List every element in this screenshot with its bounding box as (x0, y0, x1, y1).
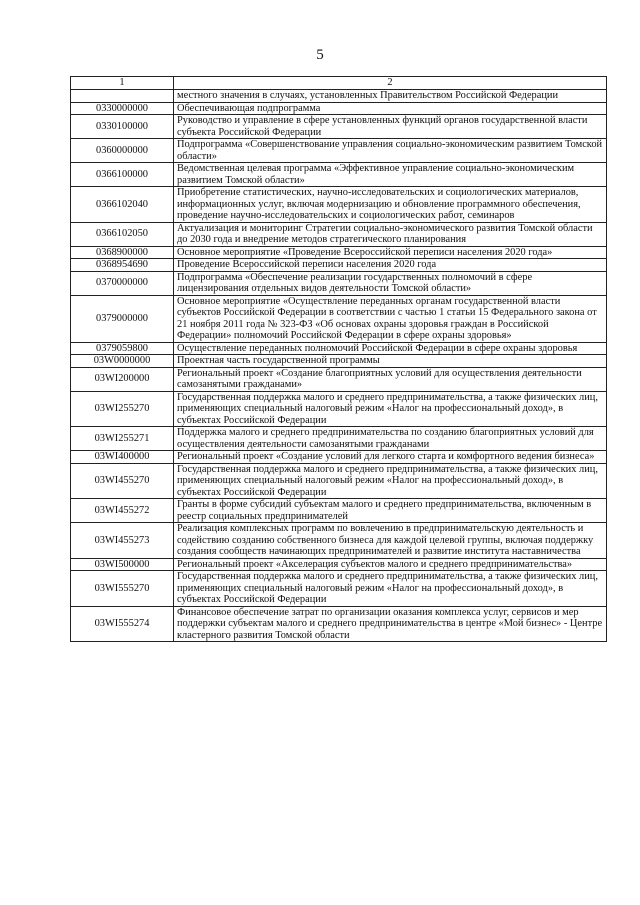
table-row (71, 342, 607, 355)
row-name-cell: Реализация комплексных программ по вовлечению в предпринимательскую деятельность и содействию созданию собственного бизнеса для каждой целевой группы, включая поддержку создания сообществ начинающих предпринимателей и развитие института наставничества (174, 523, 607, 559)
table-row (71, 163, 607, 187)
row-code-cell: 0368900000 (71, 246, 174, 259)
table-row (71, 295, 607, 342)
table-row (71, 139, 607, 163)
table-row (71, 427, 607, 451)
row-name-cell: Обеспечивающая подпрограмма (174, 102, 607, 115)
row-code-cell: 03WI455273 (71, 523, 174, 559)
table-row (71, 499, 607, 523)
page-number: 5 (316, 47, 324, 63)
row-name-cell: Основное мероприятие «Осуществление переданных органам государственной власти субъектов Российской Федерации в соответствии с частью 1 статьи 15 Федерального закона от 21 ноября 2011 года № 323-ФЗ «Об основах охраны здоровья граждан в Российской Федерации» полномочий Российской Федерации в сфере охраны здоровья» (174, 295, 607, 342)
row-name-cell: Актуализация и мониторинг Стратегии социально-экономического развития Томской области до 2030 года и внедрение методов стратегического планирования (174, 222, 607, 246)
row-name-cell: Гранты в форме субсидий субъектам малого и среднего предпринимательства, включенным в реестр социальных предпринимателей (174, 499, 607, 523)
row-code-cell: 0379059800 (71, 342, 174, 355)
row-name-cell: Государственная поддержка малого и среднего предпринимательства, а также физических лиц, применяющих специальный налоговый режим «Налог на профессиональный доход», в субъектах Российской Федерации (174, 391, 607, 427)
row-code-cell: 0370000000 (71, 271, 174, 295)
row-name-cell: Подпрограмма «Обеспечение реализации государственных полномочий в сфере лицензирования отдельных видов деятельности Томской области» (174, 271, 607, 295)
table-row (71, 355, 607, 368)
row-name-cell: Финансовое обеспечение затрат по организации оказания комплекса услуг, сервисов и мер поддержки субъектам малого и среднего предпринимательства в центре «Мой бизнес» - Центре кластерного развития Томской области (174, 606, 607, 642)
row-code-cell: 0330100000 (71, 115, 174, 139)
table-header-row (71, 77, 607, 90)
table-row (71, 259, 607, 272)
row-code-cell: 03WI400000 (71, 451, 174, 464)
table-row (71, 271, 607, 295)
table-row (71, 571, 607, 607)
column-header-2: 2 (174, 77, 607, 90)
row-name-cell: Руководство и управление в сфере установленных функций органов государственной власти субъекта Российской Федерации (174, 115, 607, 139)
table-row (71, 558, 607, 571)
row-code-cell: 03WI255270 (71, 391, 174, 427)
row-code-cell: 03WI555274 (71, 606, 174, 642)
row-code-cell: 03WI455270 (71, 463, 174, 499)
row-code-cell: 0366102050 (71, 222, 174, 246)
row-code-cell: 0366102040 (71, 187, 174, 223)
row-name-cell: Региональный проект «Создание благоприятных условий для осуществления деятельности самозанятыми гражданами» (174, 367, 607, 391)
table-row (71, 222, 607, 246)
table-row (71, 367, 607, 391)
table-body (71, 77, 607, 642)
row-code-cell: 03WI500000 (71, 558, 174, 571)
row-code-cell: 0360000000 (71, 139, 174, 163)
row-code-cell: 0330000000 (71, 102, 174, 115)
row-code-cell: 0368954690 (71, 259, 174, 272)
row-name-cell: Проведение Всероссийской переписи населения 2020 года (174, 259, 607, 272)
column-header-1: 1 (71, 77, 174, 90)
table-row (71, 606, 607, 642)
row-name-cell: Региональный проект «Создание условий для легкого старта и комфортного ведения бизнеса» (174, 451, 607, 464)
row-code-cell: 03W0000000 (71, 355, 174, 368)
row-name-cell: Основное мероприятие «Проведение Всероссийской переписи населения 2020 года» (174, 246, 607, 259)
table-row (71, 90, 607, 103)
row-name-cell: Проектная часть государственной программы (174, 355, 607, 368)
row-name-cell: Осуществление переданных полномочий Российской Федерации в сфере охраны здоровья (174, 342, 607, 355)
table-row (71, 451, 607, 464)
row-code-cell: 0366100000 (71, 163, 174, 187)
budget-classification-table (70, 76, 607, 642)
table-row (71, 115, 607, 139)
table-row (71, 102, 607, 115)
row-name-cell: Приобретение статистических, научно-исследовательских и социологических материалов, информационных услуг, включая модернизацию и обновление программного обеспечения, проведение научно-исследовательских и социологических работ, семинаров (174, 187, 607, 223)
table-row (71, 187, 607, 223)
table-row (71, 246, 607, 259)
row-name-cell: Ведомственная целевая программа «Эффективное управление социально-экономическим развитием Томской области» (174, 163, 607, 187)
row-code-cell: 03WI455272 (71, 499, 174, 523)
row-name-cell: Поддержка малого и среднего предпринимательства по созданию благоприятных условий для осуществления деятельности самозанятыми гражданами (174, 427, 607, 451)
row-name-cell: Подпрограмма «Совершенствование управления социально-экономическим развитием Томской области» (174, 139, 607, 163)
table-row (71, 463, 607, 499)
row-code-cell (71, 90, 174, 103)
row-name-cell: Государственная поддержка малого и среднего предпринимательства, а также физических лиц, применяющих специальный налоговый режим «Налог на профессиональный доход», в субъектах Российской Федерации (174, 463, 607, 499)
row-name-cell: Государственная поддержка малого и среднего предпринимательства, а также физических лиц, применяющих специальный налоговый режим «Налог на профессиональный доход», в субъектах Российской Федерации (174, 571, 607, 607)
row-name-cell: Региональный проект «Акселерация субъектов малого и среднего предпринимательства» (174, 558, 607, 571)
row-code-cell: 03WI255271 (71, 427, 174, 451)
row-code-cell: 03WI555270 (71, 571, 174, 607)
table-row (71, 391, 607, 427)
row-name-cell: местного значения в случаях, установленных Правительством Российской Федерации (174, 90, 607, 103)
row-code-cell: 0379000000 (71, 295, 174, 342)
table-row (71, 523, 607, 559)
row-code-cell: 03WI200000 (71, 367, 174, 391)
